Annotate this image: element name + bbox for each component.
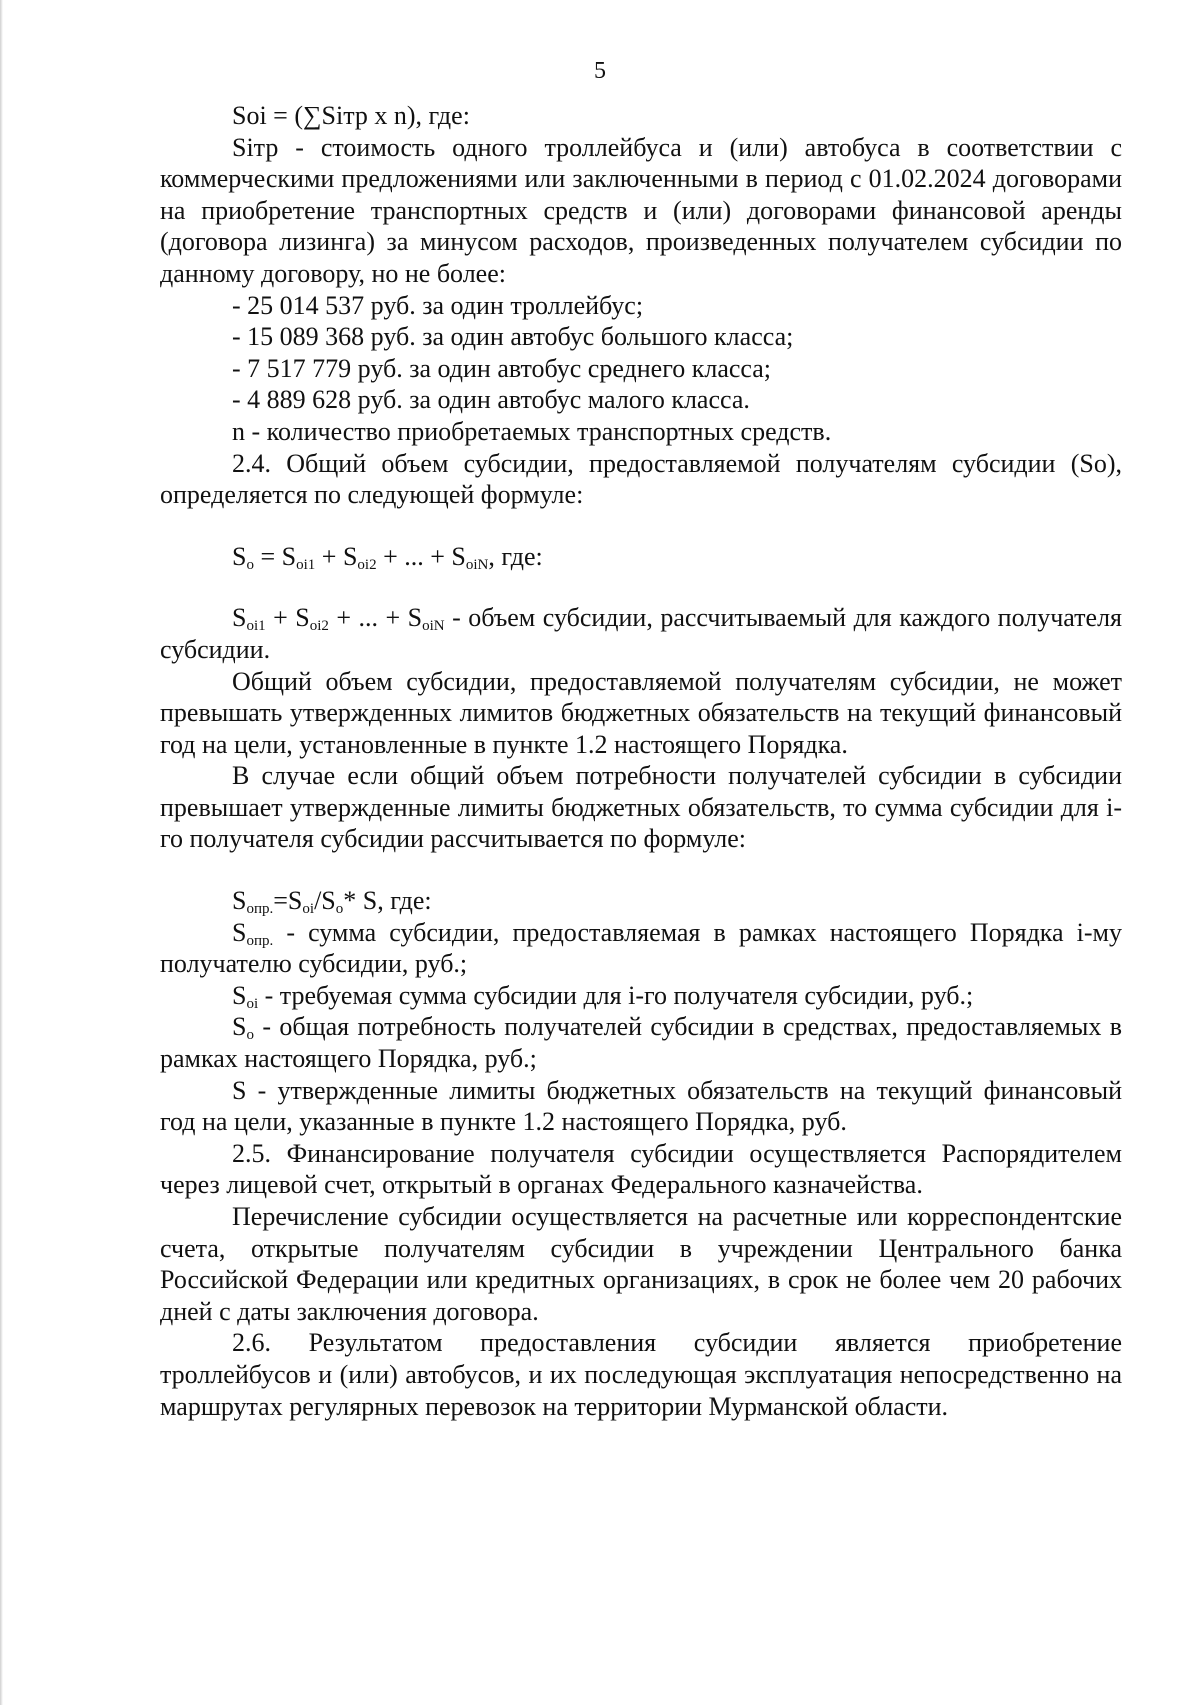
sum-definition: $S_{oi1} + S_{oi2}$ + ... + $S_{oiN}$ - объем субсидии, рассчитываемый для каждого получателя субсидии. (160, 603, 1122, 664)
limit-trolleybus: - 25 014 537 руб. за один троллейбус; (232, 290, 644, 320)
formula-sopr: $S_{опр.}=S_{oi}/S_o*$ S, где: (232, 886, 432, 918)
paragraph-case: В случае если общий объем потребности получателей субсидии в субсидии превышает утвержденные лимиты бюджетных обязательств, то сумма субсидии для і-го получателя субсидии рассчитывается по формуле: (160, 761, 1122, 854)
s-definition: S - утвержденные лимиты бюджетных обязательств на текущий финансовый год на цели, указанные в пункте 1.2 настоящего Порядка, руб. (160, 1075, 1122, 1137)
sitr-definition: Sітр - стоимость одного троллейбуса и (или) автобуса в соответствии с коммерческими предложениями или заключенными в период с 01.02.2024 договорами на приобретение транспортных средств и (или) договорами финансовой аренды (договора лизинга) за минусом расходов, произведенных получателем субсидии по данному договору, но не более: (160, 132, 1122, 288)
page-number: 5 (594, 58, 606, 84)
paragraph-2-6: 2.6. Результатом предоставления субсидии является приобретение троллейбусов и (или) автобусов, и их последующая эксплуатация непосредственно на маршрутах регулярных перевозок на территории Мурманской области. (160, 1328, 1122, 1421)
paragraph-total-limit: Общий объем субсидии, предоставляемой получателям субсидии, не может превышать утвержденных лимитов бюджетных обязательств на текущий финансовый год на цели, установленные в пункте 1.2 настоящего Порядка. (160, 666, 1122, 759)
formula-soi: Soi = (∑Sітр x n), где: (232, 101, 470, 130)
scan-edge (0, 0, 3, 1705)
so-definition: $S_o$ - общая потребность получателей субсидии в средствах, предоставляемых в рамках настоящего Порядка, руб.; (160, 1012, 1122, 1074)
limit-medium-bus: - 7 517 779 руб. за один автобус среднего класса; (232, 353, 772, 383)
paragraph-2-5: 2.5. Финансирование получателя субсидии осуществляется Распорядителем через лицевой счет, открытый в органах Федерального казначейства. (160, 1138, 1122, 1200)
paragraph-transfer: Перечисление субсидии осуществляется на расчетные или корреспондентские счета, открытые получателям субсидии в учреждении Центрального банка Российской Федерации или кредитных организациях, в срок не более чем 20 рабочих дней с даты заключения договора. (160, 1202, 1122, 1326)
formula-so: $S_o = S_{oi1} + S_{oi2}$ + ... + $S_{oiN}$, где: (232, 541, 543, 573)
limit-large-bus: - 15 089 368 руб. за один автобус большого класса; (232, 322, 794, 352)
document-body (160, 100, 1122, 1422)
limit-small-bus: - 4 889 628 руб. за один автобус малого класса. (232, 385, 750, 415)
sopr-definition: $S_{опр.}$ - сумма субсидии, предоставляемая в рамках настоящего Порядка і-му получателю субсидии, руб.; (160, 917, 1122, 979)
paragraph-2-4: 2.4. Общий объем субсидии, предоставляемой получателям субсидии (So), определяется по следующей формуле: (160, 448, 1122, 510)
soi-definition: $S_{oi}$ - требуемая сумма субсидии для і-го получателя субсидии, руб.; (232, 980, 974, 1012)
n-definition: n - количество приобретаемых транспортных средств. (232, 416, 832, 446)
